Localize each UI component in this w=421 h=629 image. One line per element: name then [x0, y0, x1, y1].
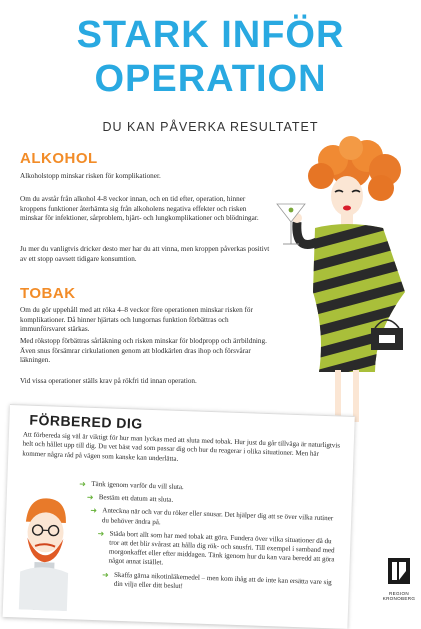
step-text: Städa bort allt som har med tobak att göra. Fundera över vilka situationer då du tror att det blir svårast att hålla dig rök- och snusfri. Till exempel i samband med morgonkaffet eller efter middagen. Tänk igenom hur du kan vara beredd att göra något annat istället.: [108, 529, 334, 566]
arrow-icon: ➜: [79, 479, 86, 488]
logo-line-1: REGION: [382, 591, 416, 596]
woman-illustration: [255, 132, 421, 422]
subtitle: DU KAN PÅVERKA RESULTATET: [0, 120, 421, 134]
tobak-paragraph-3: Vid vissa operationer ställs krav på rökfri tid innan operation.: [20, 377, 270, 387]
forbered-intro: Att förbereda sig väl är viktigt för hur man lyckas med att sluta med tobak. Hur just du går tillväga är naturligtvis helt och hållet upp till dig. Du vet bäst vad som passar dig och hur du reagerar i olika situationer. Men här kommer några råd på vägen som kanske kan underlätta.: [22, 430, 341, 469]
alkohol-heading: ALKOHOL: [20, 150, 98, 167]
region-kronoberg-logo: [382, 556, 416, 602]
alkohol-paragraph-2: Om du avstår från alkohol 4-8 veckor innan, och en tid efter, operation, hinner kroppens funktioner återhämta sig från alkoholens negativa effekter och risken minskar för infektioner, sårproblem, hjärt- och lungkomplikationer och blödningar.: [20, 195, 270, 224]
arrow-icon: ➜: [87, 493, 94, 502]
title-line-1: STARK INFÖR: [0, 14, 421, 56]
step-text: Tänk igenom varför du vill sluta.: [91, 480, 184, 491]
tobak-heading: TOBAK: [20, 285, 76, 302]
steps-list: [75, 479, 341, 600]
step-text: Bestäm ett datum att sluta.: [99, 493, 174, 504]
title-line-2: OPERATION: [0, 58, 421, 100]
list-item: [96, 529, 339, 574]
forbered-heading: FÖRBERED DIG: [29, 412, 143, 432]
tobak-paragraph-2: Med rökstopp förbättras sårläkning och risken minskar för blodpropp och ärrbildning. Även snus försämrar cirkulationen genom att blodkärlen dras ihop och försvårar läkningen.: [20, 337, 270, 366]
alkohol-paragraph-1: Alkoholstopp minskar risken för komplikationer.: [20, 172, 270, 182]
logo-mark-icon: [382, 556, 416, 586]
logo-line-2: KRONOBERG: [382, 596, 416, 601]
man-illustration: [11, 491, 77, 611]
forbered-card: [3, 404, 355, 629]
tobak-paragraph-1: Om du gör uppehåll med att röka 4–8 veckor före operationen minskar risken för komplikationer. Då hinner hjärtats och lungornas funktion förbättras och immunförsvaret stärkas.: [20, 306, 270, 335]
step-text: Anteckna när och var du röker eller snusar. Det hjälper dig att se över vilka rutiner du behöver ändra på.: [102, 507, 333, 526]
arrow-icon: ➜: [90, 506, 97, 515]
arrow-icon: ➜: [97, 529, 104, 538]
step-text: Skaffa gärna nikotinläkemedel – men kom ihåg att de inte kan ersätta vare sig din vilja eller ditt beslut!: [114, 570, 332, 590]
alkohol-paragraph-3: Ju mer du vanligtvis dricker desto mer har du att vinna, men kroppen påverkas positivt av ett stopp oavsett tidigare konsumtion.: [20, 245, 270, 264]
list-item: [102, 570, 338, 597]
arrow-icon: ➜: [102, 570, 109, 579]
